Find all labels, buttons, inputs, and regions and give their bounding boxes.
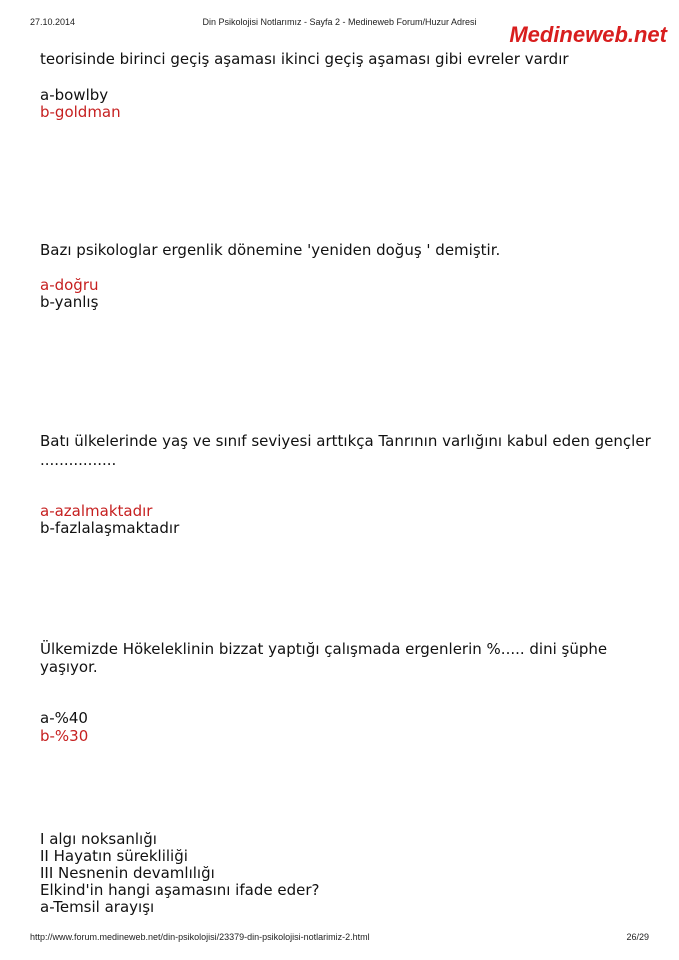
question-4-option-b-answer: b-%30 (40, 727, 89, 745)
question-5-line-1: I algı noksanlığı (40, 830, 157, 848)
question-3-option-b: b-fazlalaşmaktadır (40, 519, 180, 537)
question-4-option-a: a-%40 (40, 709, 88, 727)
header-page-title: Din Psikolojisi Notlarımız - Sayfa 2 - Medineweb Forum/Huzur Adresi (202, 17, 477, 27)
question-3-line-1: Batı ülkelerinde yaş ve sınıf seviyesi arttıkça Tanrının varlığını kabul eden gençler (40, 432, 651, 450)
question-5-option-a: a-Temsil arayışı (40, 898, 155, 916)
question-5-line-3: III Nesnenin devamlılığı (40, 864, 215, 882)
question-3-line-2: ................ (40, 451, 117, 469)
question-2-option-a-answer: a-doğru (40, 276, 99, 294)
footer-url-link[interactable]: http://www.forum.medineweb.net/din-psikolojisi/23379-din-psikolojisi-notlarimiz-2.html (30, 932, 370, 942)
question-5-line-2: II Hayatın sürekliliği (40, 847, 188, 865)
question-2-line-1: Bazı psikologlar ergenlik dönemine 'yeniden doğuş ' demiştir. (40, 241, 501, 259)
header-date: 27.10.2014 (30, 17, 76, 27)
question-1-line-1: teorisinde birinci geçiş aşaması ikinci geçiş aşaması gibi evreler vardır (40, 50, 569, 68)
question-1-option-a: a-bowlby (40, 86, 109, 104)
footer-page-number: 26/29 (626, 932, 649, 942)
question-1-option-b-answer: b-goldman (40, 103, 121, 121)
question-5-line-4: Elkind'in hangi aşamasını ifade eder? (40, 881, 320, 899)
question-4-line-1: Ülkemizde Hökeleklinin bizzat yaptığı çalışmada ergenlerin %..... dini şüphe (40, 640, 608, 658)
question-4-line-2: yaşıyor. (40, 658, 98, 676)
question-2-option-b: b-yanlış (40, 293, 99, 311)
question-3-option-a-answer: a-azalmaktadır (40, 502, 153, 520)
site-logo[interactable]: Medineweb.net (509, 22, 667, 47)
